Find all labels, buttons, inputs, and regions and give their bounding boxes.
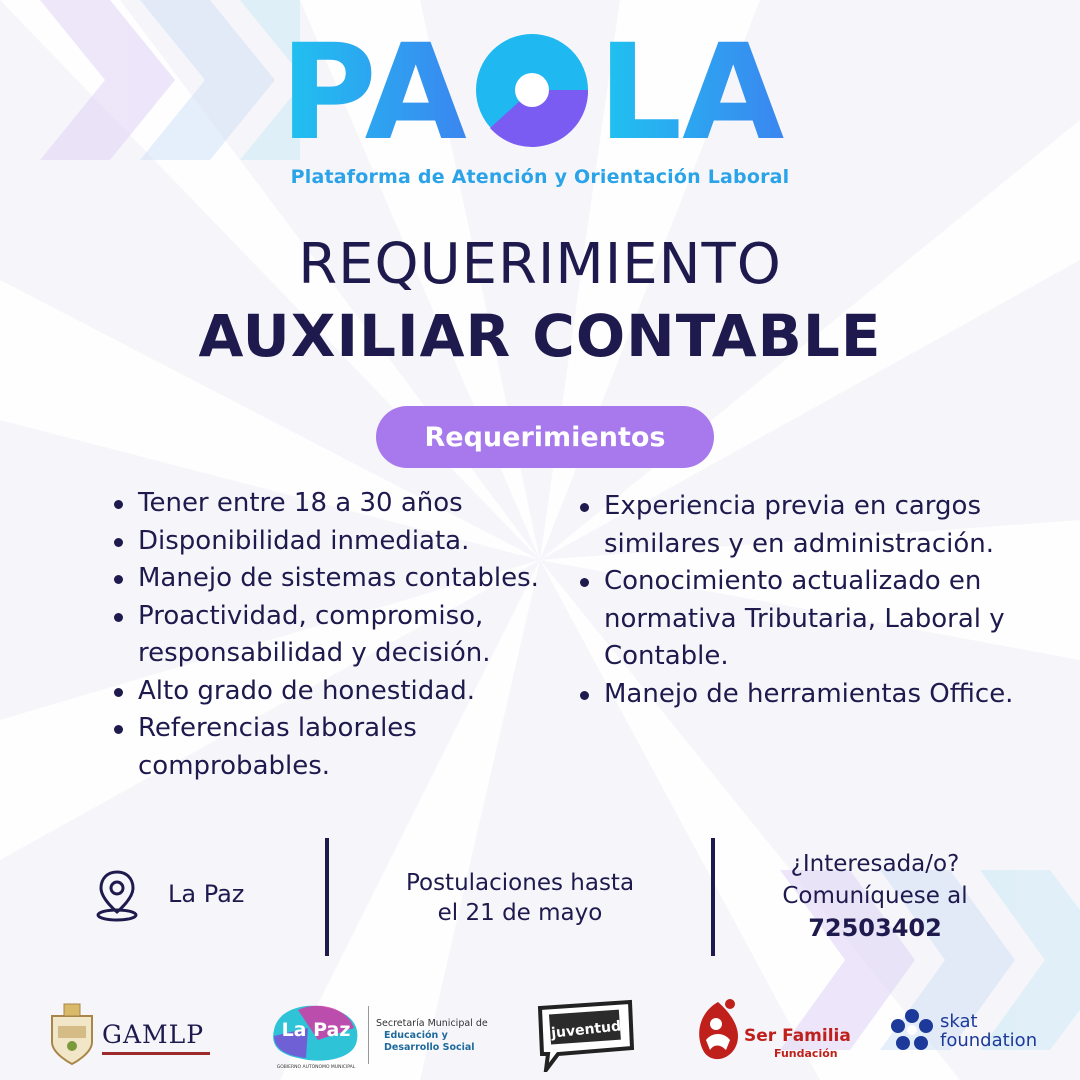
list-item: Proactividad, compromiso, responsabilidad y decisión. xyxy=(110,598,570,673)
gamlp-underline xyxy=(102,1052,210,1055)
list-item: Referencias laborales comprobables. xyxy=(110,710,570,785)
list-item: Alto grado de honestidad. xyxy=(110,673,570,711)
divider xyxy=(368,1006,369,1064)
ser-familia-logo-icon xyxy=(690,994,746,1064)
secretaria-text xyxy=(376,1018,488,1054)
list-item: Disponibilidad inmediata. xyxy=(110,523,570,561)
instituto-juventud-logo xyxy=(536,998,636,1072)
secretaria-line: Secretaría Municipal de xyxy=(376,1018,488,1029)
paola-logo xyxy=(0,20,1080,160)
secretaria-line: Educación y xyxy=(384,1030,448,1041)
divider xyxy=(325,838,329,956)
ser-familia-text xyxy=(744,1028,851,1062)
gamlp-crest-icon xyxy=(44,1002,100,1068)
divider xyxy=(711,838,715,956)
logo-tagline: Plataforma de Atención y Orientación Laboral xyxy=(290,166,790,188)
list-item: Tener entre 18 a 30 años xyxy=(110,485,570,523)
requirements-list-right xyxy=(576,488,1036,713)
title-requerimiento: REQUERIMIENTO xyxy=(298,232,782,297)
skat-line: foundation xyxy=(940,1030,1038,1051)
ser-familia-name: Ser Familia xyxy=(744,1026,851,1046)
contact-phone[interactable]: 72503402 xyxy=(808,914,942,942)
deadline-date: el 21 de mayo xyxy=(437,900,603,926)
list-item: Manejo de herramientas Office. xyxy=(576,676,1036,714)
lapaz-logo-subtext: GOBIERNO AUTÓNOMO MUNICIPAL xyxy=(276,1065,356,1070)
skat-foundation-text xyxy=(940,1012,1037,1050)
lapaz-logo-icon xyxy=(268,1000,364,1070)
lapaz-logo-text: La Paz xyxy=(281,1019,351,1041)
location-pin-icon xyxy=(94,868,140,924)
requirements-badge: Requerimientos xyxy=(376,406,714,468)
requirements-list-left xyxy=(110,485,570,785)
gamlp-logo-text: GAMLP xyxy=(102,1020,205,1049)
location-text: La Paz xyxy=(168,880,245,908)
ser-familia-sub: Fundación xyxy=(774,1047,838,1060)
list-item: Manejo de sistemas contables. xyxy=(110,560,570,598)
skat-flower-icon xyxy=(890,1008,934,1052)
list-item: Conocimiento actualizado en normativa Tributaria, Laboral y Contable. xyxy=(576,563,1036,676)
list-item: Experiencia previa en cargos similares y en administración. xyxy=(576,488,1036,563)
instituto-logo-text: juventud xyxy=(550,1018,622,1042)
secretaria-line: Desarrollo Social xyxy=(384,1042,475,1053)
contact-question: ¿Interesada/o? xyxy=(790,851,960,877)
contact-prompt: Comuníquese al xyxy=(782,883,968,909)
logo-text-left: PA xyxy=(280,20,467,160)
logo-text-right: LA xyxy=(598,20,785,160)
deadline-line: Postulaciones hasta xyxy=(405,870,635,896)
deadline-text xyxy=(370,868,670,928)
contact-info xyxy=(740,848,1010,944)
skat-line: skat xyxy=(940,1011,978,1032)
title-position: AUXILIAR CONTABLE xyxy=(198,302,882,370)
